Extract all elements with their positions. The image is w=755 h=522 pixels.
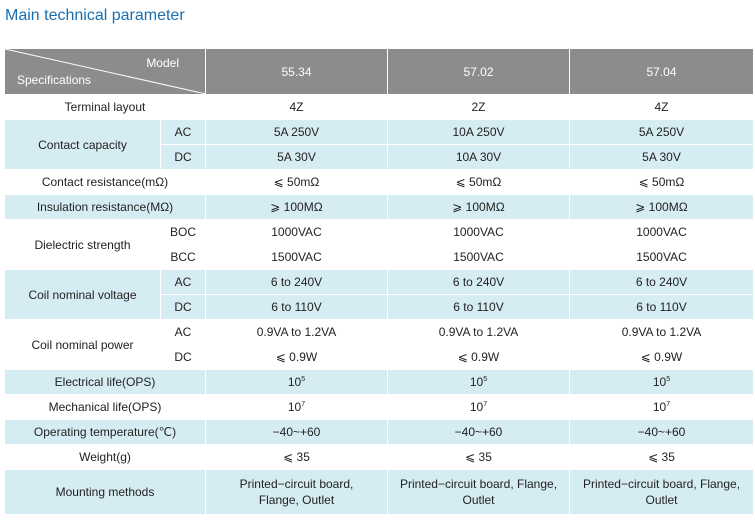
table-row [5, 170, 754, 195]
specifications-label: Specifications [17, 73, 92, 87]
row-label: Coil nominal power [5, 320, 161, 370]
table-cell [388, 395, 570, 420]
table-cell: 5A 30V [570, 145, 754, 170]
table-cell: ⩽ 0.9W [388, 345, 570, 370]
table-cell: 0.9VA to 1.2VA [206, 320, 388, 345]
table-row [5, 95, 754, 120]
table-row [5, 270, 754, 295]
table-row [5, 395, 754, 420]
row-sublabel: BCC [161, 245, 206, 270]
table-cell: 1500VAC [206, 245, 388, 270]
table-cell: 1500VAC [570, 245, 754, 270]
table-cell: ⩽ 50mΩ [388, 170, 570, 195]
row-label: Electrical life(OPS) [5, 370, 206, 395]
row-label: Dielectric strength [5, 220, 161, 270]
table-cell: 4Z [206, 95, 388, 120]
table-cell: 1500VAC [388, 245, 570, 270]
header-corner-cell [5, 49, 206, 95]
cell-line: Flange, Outlet [258, 493, 335, 507]
power-exponent: 7 [483, 401, 488, 408]
cell-line: Outlet [462, 493, 495, 507]
table-cell [388, 370, 570, 395]
cell-line: Outlet [645, 493, 678, 507]
power-base: 10 [469, 400, 484, 414]
table-cell: 5A 30V [206, 145, 388, 170]
table-row [5, 220, 754, 245]
model-header: 57.02 [388, 49, 570, 95]
table-cell: 10A 250V [388, 120, 570, 145]
row-label: Contact resistance(mΩ) [5, 170, 206, 195]
row-sublabel: DC [161, 145, 206, 170]
row-label: Weight(g) [5, 445, 206, 470]
table-cell: 6 to 240V [206, 270, 388, 295]
row-label: Coil nominal voltage [5, 270, 161, 320]
power-exponent: 7 [666, 401, 671, 408]
table-cell: 6 to 240V [570, 270, 754, 295]
row-label: Contact capacity [5, 120, 161, 170]
table-cell [206, 395, 388, 420]
table-cell: 5A 250V [570, 120, 754, 145]
row-label: Terminal layout [5, 95, 206, 120]
power-base: 10 [287, 400, 302, 414]
table-cell: 0.9VA to 1.2VA [570, 320, 754, 345]
header-row [5, 49, 754, 95]
model-header: 57.04 [570, 49, 754, 95]
table-cell: ⩾ 100MΩ [206, 195, 388, 220]
table-cell: −40~+60 [570, 420, 754, 445]
power-exponent: 5 [301, 376, 306, 383]
spec-table [4, 48, 754, 515]
power-base: 10 [469, 375, 484, 389]
table-cell: ⩽ 0.9W [570, 345, 754, 370]
table-cell: ⩽ 35 [570, 445, 754, 470]
model-label: Model [146, 56, 179, 70]
table-cell [570, 470, 754, 515]
power-exponent: 5 [666, 376, 671, 383]
table-cell: 6 to 110V [206, 295, 388, 320]
table-cell: ⩾ 100MΩ [388, 195, 570, 220]
table-cell: ⩾ 100MΩ [570, 195, 754, 220]
power-exponent: 5 [483, 376, 488, 383]
row-sublabel: DC [161, 295, 206, 320]
row-label: Mounting methods [5, 470, 206, 515]
cell-line: Printed−circuit board, [239, 477, 354, 491]
power-exponent: 7 [301, 401, 306, 408]
table-cell: 1000VAC [570, 220, 754, 245]
table-cell [206, 370, 388, 395]
power-base: 10 [652, 400, 667, 414]
table-cell: 6 to 240V [388, 270, 570, 295]
table-cell [570, 370, 754, 395]
table-cell [388, 470, 570, 515]
table-cell: 5A 250V [206, 120, 388, 145]
table-cell: −40~+60 [206, 420, 388, 445]
power-base: 10 [287, 375, 302, 389]
table-row [5, 370, 754, 395]
row-sublabel: AC [161, 320, 206, 345]
table-cell [206, 470, 388, 515]
table-cell: ⩽ 0.9W [206, 345, 388, 370]
row-label: Mechanical life(OPS) [5, 395, 206, 420]
table-cell: 4Z [570, 95, 754, 120]
power-base: 10 [652, 375, 667, 389]
cell-line: Printed−circuit board, Flange, [582, 477, 741, 491]
table-cell: 6 to 110V [388, 295, 570, 320]
table-cell: −40~+60 [388, 420, 570, 445]
model-header: 55.34 [206, 49, 388, 95]
row-label: Operating temperature(℃) [5, 420, 206, 445]
table-cell: ⩽ 50mΩ [206, 170, 388, 195]
table-cell: 1000VAC [388, 220, 570, 245]
table-cell: ⩽ 35 [388, 445, 570, 470]
row-sublabel: DC [161, 345, 206, 370]
table-cell: 6 to 110V [570, 295, 754, 320]
table-cell: 0.9VA to 1.2VA [388, 320, 570, 345]
table-cell: 2Z [388, 95, 570, 120]
page-title: Main technical parameter [5, 7, 185, 24]
row-sublabel: AC [161, 270, 206, 295]
table-cell: 10A 30V [388, 145, 570, 170]
cell-line: Printed−circuit board, Flange, [399, 477, 558, 491]
table-cell: ⩽ 35 [206, 445, 388, 470]
table-row [5, 445, 754, 470]
row-sublabel: AC [161, 120, 206, 145]
row-label: Insulation resistance(MΩ) [5, 195, 206, 220]
row-sublabel: BOC [161, 220, 206, 245]
table-cell: 1000VAC [206, 220, 388, 245]
table-row [5, 195, 754, 220]
table-cell: ⩽ 50mΩ [570, 170, 754, 195]
table-row [5, 320, 754, 345]
table-row [5, 470, 754, 515]
table-row [5, 120, 754, 145]
table-cell [570, 395, 754, 420]
table-row [5, 420, 754, 445]
